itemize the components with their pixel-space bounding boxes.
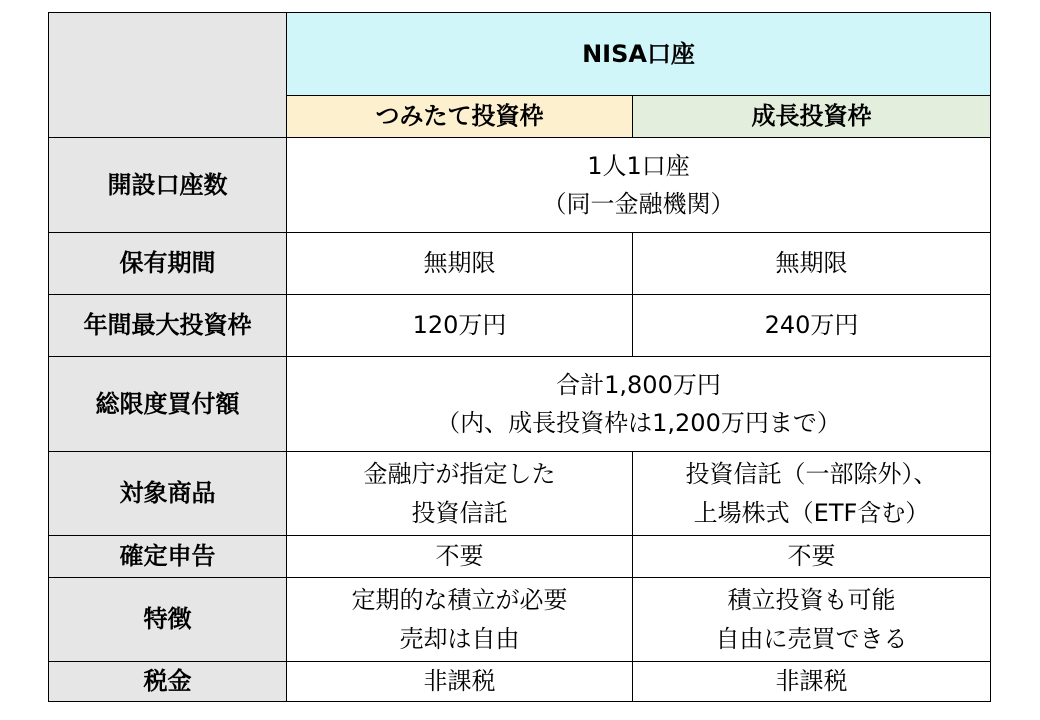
- seicho-tax: 非課税: [633, 662, 991, 702]
- tsumitate-features-line-2: 売却は自由: [399, 624, 520, 653]
- tsumitate-annual-limit: 120万円: [287, 295, 633, 357]
- value-accounts: [287, 138, 991, 233]
- row-features: [49, 578, 991, 662]
- label-features: 特徴: [49, 578, 287, 662]
- tsumitate-period: 無期限: [287, 233, 633, 295]
- tsumitate-features-line-1: 定期的な積立が必要: [351, 586, 568, 615]
- seicho-products-line-2: 上場株式（ETF含む）: [693, 498, 930, 527]
- tsumitate-frame-header: つみたて投資枠: [287, 96, 633, 138]
- header-row-nisa: [49, 13, 991, 96]
- accounts-line-2: （同一金融機関）: [542, 190, 735, 218]
- row-total-limit: [49, 357, 991, 452]
- row-tax-return: [49, 536, 991, 578]
- seicho-frame-header: 成長投資枠: [633, 96, 991, 138]
- seicho-tax-return: 不要: [633, 536, 991, 578]
- tsumitate-products-line-2: 投資信託: [411, 498, 508, 527]
- label-accounts: 開設口座数: [49, 138, 287, 233]
- row-products: [49, 452, 991, 536]
- label-total-limit: 総限度買付額: [49, 357, 287, 452]
- seicho-products: [633, 452, 991, 536]
- label-tax-return: 確定申告: [49, 536, 287, 578]
- seicho-annual-limit: 240万円: [633, 295, 991, 357]
- row-period: [49, 233, 991, 295]
- tsumitate-products-line-1: 金融庁が指定した: [363, 460, 556, 489]
- row-accounts: [49, 138, 991, 233]
- value-total-limit: [287, 357, 991, 452]
- seicho-products-line-1: 投資信託（一部除外）、: [685, 460, 938, 489]
- label-tax: 税金: [49, 662, 287, 702]
- seicho-features: [633, 578, 991, 662]
- tsumitate-tax: 非課税: [287, 662, 633, 702]
- corner-cell: [49, 13, 287, 138]
- seicho-features-line-2: 自由に売買できる: [715, 624, 908, 653]
- tsumitate-tax-return: 不要: [287, 536, 633, 578]
- nisa-comparison-table: [48, 12, 991, 702]
- nisa-account-header: NISA口座: [287, 13, 991, 96]
- total-limit-line-2: （内、成長投資枠は1,200万円まで）: [436, 409, 841, 437]
- accounts-line-1: 1人1口座: [587, 151, 690, 180]
- label-products: 対象商品: [49, 452, 287, 536]
- tsumitate-features: [287, 578, 633, 662]
- seicho-period: 無期限: [633, 233, 991, 295]
- row-annual-limit: [49, 295, 991, 357]
- label-annual-limit: 年間最大投資枠: [49, 295, 287, 357]
- row-tax: [49, 662, 991, 702]
- tsumitate-products: [287, 452, 633, 536]
- total-limit-line-1: 合計1,800万円: [556, 370, 721, 399]
- seicho-features-line-1: 積立投資も可能: [727, 586, 896, 615]
- label-period: 保有期間: [49, 233, 287, 295]
